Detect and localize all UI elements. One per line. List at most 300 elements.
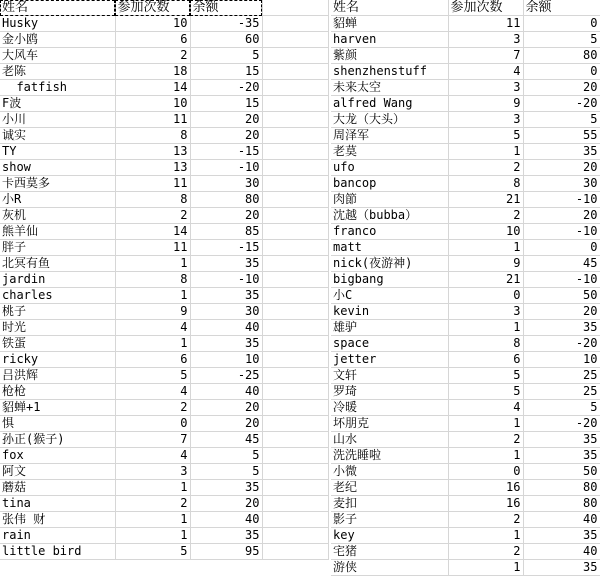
header-row <box>331 0 600 16</box>
balance-cell[interactable]: 35 <box>523 448 600 464</box>
name-cell[interactable]: 枪枪 <box>0 384 115 400</box>
count-cell[interactable]: 5 <box>448 384 523 400</box>
name-cell[interactable]: 阿文 <box>0 464 115 480</box>
name-cell[interactable]: 貂蝉+1 <box>0 400 115 416</box>
balance-cell[interactable]: 35 <box>523 560 600 576</box>
name-cell[interactable]: harven <box>331 32 448 48</box>
count-cell[interactable]: 9 <box>448 256 523 272</box>
balance-cell[interactable]: 10 <box>523 352 600 368</box>
empty-cell[interactable] <box>262 512 328 528</box>
table-row <box>0 400 328 416</box>
balance-cell[interactable]: 20 <box>190 496 262 512</box>
name-cell[interactable]: 冷暖 <box>331 400 448 416</box>
count-cell[interactable]: 0 <box>448 464 523 480</box>
name-cell[interactable]: 坏朋克 <box>331 416 448 432</box>
balance-cell[interactable]: -20 <box>523 96 600 112</box>
name-cell[interactable]: 大龙（大头） <box>331 112 448 128</box>
count-cell[interactable]: 1 <box>448 416 523 432</box>
name-cell[interactable]: Husky <box>0 16 115 32</box>
count-cell[interactable]: 10 <box>115 16 190 32</box>
table-row <box>0 32 328 48</box>
name-cell[interactable]: 孙正(猴子) <box>0 432 115 448</box>
right-member-table <box>331 0 600 576</box>
empty-cell[interactable] <box>262 288 328 304</box>
balance-cell[interactable]: 35 <box>190 336 262 352</box>
count-cell[interactable]: 2 <box>448 208 523 224</box>
balance-cell[interactable]: -10 <box>523 192 600 208</box>
name-cell[interactable]: bigbang <box>331 272 448 288</box>
count-cell[interactable]: 9 <box>115 304 190 320</box>
name-cell[interactable]: ufo <box>331 160 448 176</box>
name-cell[interactable]: 山水 <box>331 432 448 448</box>
empty-cell[interactable] <box>262 0 328 16</box>
balance-cell[interactable]: 50 <box>523 288 600 304</box>
balance-cell[interactable]: 35 <box>190 480 262 496</box>
table-row <box>0 80 328 96</box>
empty-cell[interactable] <box>262 336 328 352</box>
count-cell[interactable]: 1 <box>115 480 190 496</box>
table-row <box>0 352 328 368</box>
count-cell[interactable]: 1 <box>448 448 523 464</box>
balance-cell[interactable]: 40 <box>523 544 600 560</box>
table-row <box>0 320 328 336</box>
count-cell[interactable]: 3 <box>115 464 190 480</box>
balance-cell[interactable]: 85 <box>190 224 262 240</box>
name-cell[interactable]: 老纪 <box>331 480 448 496</box>
name-cell[interactable]: 张伟 财 <box>0 512 115 528</box>
name-cell[interactable]: bancop <box>331 176 448 192</box>
name-cell[interactable]: 卡西莫多 <box>0 176 115 192</box>
name-cell[interactable]: charles <box>0 288 115 304</box>
balance-cell[interactable]: 5 <box>523 400 600 416</box>
table-row <box>331 464 600 480</box>
empty-cell[interactable] <box>262 112 328 128</box>
table-row <box>0 512 328 528</box>
count-cell[interactable]: 16 <box>448 480 523 496</box>
table-row <box>331 16 600 32</box>
empty-cell[interactable] <box>262 368 328 384</box>
name-cell[interactable]: 小C <box>331 288 448 304</box>
count-cell[interactable]: 4 <box>448 64 523 80</box>
empty-cell[interactable] <box>262 64 328 80</box>
balance-cell[interactable]: 20 <box>190 112 262 128</box>
count-cell[interactable]: 3 <box>448 32 523 48</box>
balance-cell[interactable]: 35 <box>523 144 600 160</box>
empty-cell[interactable] <box>262 432 328 448</box>
balance-cell[interactable]: 80 <box>190 192 262 208</box>
name-cell[interactable]: 文轩 <box>331 368 448 384</box>
count-cell[interactable]: 2 <box>115 496 190 512</box>
balance-cell[interactable]: -10 <box>190 160 262 176</box>
count-cell[interactable]: 5 <box>115 368 190 384</box>
table-row <box>331 448 600 464</box>
table-row <box>0 384 328 400</box>
empty-cell[interactable] <box>262 192 328 208</box>
balance-cell[interactable]: -25 <box>190 368 262 384</box>
balance-cell[interactable]: 15 <box>190 96 262 112</box>
name-cell[interactable]: little bird <box>0 544 115 560</box>
name-cell[interactable]: 貂蝉 <box>331 16 448 32</box>
table-row <box>0 256 328 272</box>
table-row <box>331 288 600 304</box>
name-cell[interactable]: 小R <box>0 192 115 208</box>
count-cell[interactable]: 11 <box>115 112 190 128</box>
balance-cell[interactable]: 15 <box>190 64 262 80</box>
count-cell[interactable]: 10 <box>115 96 190 112</box>
empty-cell[interactable] <box>262 128 328 144</box>
balance-cell[interactable]: 35 <box>523 320 600 336</box>
balance-cell[interactable]: 30 <box>190 304 262 320</box>
name-cell[interactable]: 金小鸥 <box>0 32 115 48</box>
count-cell[interactable]: 2 <box>448 432 523 448</box>
count-cell[interactable]: 1 <box>448 560 523 576</box>
count-cell[interactable]: 2 <box>115 400 190 416</box>
balance-cell[interactable]: 30 <box>523 176 600 192</box>
balance-cell[interactable]: 60 <box>190 32 262 48</box>
balance-cell[interactable]: -15 <box>190 240 262 256</box>
empty-cell[interactable] <box>262 448 328 464</box>
count-cell[interactable]: 6 <box>115 352 190 368</box>
table-row <box>331 336 600 352</box>
empty-cell[interactable] <box>262 96 328 112</box>
count-cell[interactable]: 8 <box>448 176 523 192</box>
empty-cell[interactable] <box>262 352 328 368</box>
empty-cell[interactable] <box>262 16 328 32</box>
balance-cell[interactable]: 35 <box>190 288 262 304</box>
balance-cell[interactable]: 40 <box>190 384 262 400</box>
name-cell[interactable]: 时光 <box>0 320 115 336</box>
empty-cell[interactable] <box>262 48 328 64</box>
table-row <box>331 528 600 544</box>
count-cell[interactable]: 11 <box>115 240 190 256</box>
balance-cell[interactable]: -20 <box>190 80 262 96</box>
table-row <box>0 336 328 352</box>
table-row <box>0 416 328 432</box>
count-cell[interactable]: 13 <box>115 144 190 160</box>
count-cell[interactable]: 8 <box>115 272 190 288</box>
name-cell[interactable]: show <box>0 160 115 176</box>
balance-cell[interactable]: 80 <box>523 496 600 512</box>
balance-cell[interactable]: -35 <box>190 16 262 32</box>
name-cell[interactable]: jetter <box>331 352 448 368</box>
count-cell[interactable]: 21 <box>448 192 523 208</box>
count-cell[interactable]: 6 <box>115 32 190 48</box>
count-cell[interactable]: 1 <box>115 288 190 304</box>
name-cell[interactable]: 铁蛋 <box>0 336 115 352</box>
balance-cell[interactable]: 5 <box>523 32 600 48</box>
table-row <box>331 352 600 368</box>
count-cell[interactable]: 6 <box>448 352 523 368</box>
balance-cell[interactable]: 20 <box>523 80 600 96</box>
table-row <box>0 48 328 64</box>
empty-cell[interactable] <box>262 480 328 496</box>
empty-cell[interactable] <box>262 464 328 480</box>
count-cell[interactable]: 11 <box>115 176 190 192</box>
balance-cell[interactable]: 50 <box>523 464 600 480</box>
name-cell[interactable]: fatfish <box>0 80 115 96</box>
empty-cell[interactable] <box>262 384 328 400</box>
table-row <box>331 256 600 272</box>
table-row <box>331 192 600 208</box>
count-cell[interactable]: 2 <box>448 160 523 176</box>
table-row <box>0 160 328 176</box>
balance-cell[interactable]: 20 <box>190 128 262 144</box>
table-row <box>331 480 600 496</box>
table-row <box>0 448 328 464</box>
empty-cell[interactable] <box>262 272 328 288</box>
empty-cell[interactable] <box>262 224 328 240</box>
count-cell[interactable]: 7 <box>115 432 190 448</box>
empty-cell[interactable] <box>262 256 328 272</box>
table-row <box>331 128 600 144</box>
balance-cell[interactable]: 20 <box>523 208 600 224</box>
name-cell[interactable]: jardin <box>0 272 115 288</box>
count-cell[interactable]: 14 <box>115 224 190 240</box>
balance-cell[interactable]: 45 <box>190 432 262 448</box>
table-row <box>331 304 600 320</box>
name-cell[interactable]: shenzhenstuff <box>331 64 448 80</box>
count-cell[interactable]: 4 <box>448 400 523 416</box>
balance-cell[interactable]: 20 <box>190 208 262 224</box>
balance-cell[interactable]: 80 <box>523 48 600 64</box>
header-balance[interactable]: 余额 <box>523 0 600 16</box>
balance-cell[interactable]: 25 <box>523 384 600 400</box>
empty-cell[interactable] <box>262 176 328 192</box>
table-row <box>0 16 328 32</box>
name-cell[interactable]: 周泽军 <box>331 128 448 144</box>
count-cell[interactable]: 4 <box>115 448 190 464</box>
name-cell[interactable]: 宅猪 <box>331 544 448 560</box>
balance-cell[interactable]: 5 <box>523 112 600 128</box>
name-cell[interactable]: 紫颜 <box>331 48 448 64</box>
count-cell[interactable]: 0 <box>115 416 190 432</box>
table-row <box>331 560 600 576</box>
balance-cell[interactable]: 5 <box>190 448 262 464</box>
count-cell[interactable]: 9 <box>448 96 523 112</box>
name-cell[interactable]: 熊羊仙 <box>0 224 115 240</box>
balance-cell[interactable]: -20 <box>523 336 600 352</box>
name-cell[interactable]: 影子 <box>331 512 448 528</box>
count-cell[interactable]: 3 <box>448 112 523 128</box>
name-cell[interactable]: alfred Wang <box>331 96 448 112</box>
balance-cell[interactable]: 35 <box>190 256 262 272</box>
table-row <box>0 368 328 384</box>
name-cell[interactable]: 麦扣 <box>331 496 448 512</box>
name-cell[interactable]: space <box>331 336 448 352</box>
count-cell[interactable]: 13 <box>115 160 190 176</box>
balance-cell[interactable]: 40 <box>190 320 262 336</box>
empty-cell[interactable] <box>262 80 328 96</box>
table-row <box>331 400 600 416</box>
count-cell[interactable]: 1 <box>115 528 190 544</box>
count-cell[interactable]: 1 <box>448 320 523 336</box>
name-cell[interactable]: tina <box>0 496 115 512</box>
table-row <box>331 432 600 448</box>
name-cell[interactable]: 雄驴 <box>331 320 448 336</box>
table-row <box>331 544 600 560</box>
balance-cell[interactable]: 95 <box>190 544 262 560</box>
name-cell[interactable]: 吕洪辉 <box>0 368 115 384</box>
count-cell[interactable]: 3 <box>448 80 523 96</box>
table-row <box>0 496 328 512</box>
name-cell[interactable]: ricky <box>0 352 115 368</box>
table-row <box>331 384 600 400</box>
empty-cell[interactable] <box>262 496 328 512</box>
name-cell[interactable]: 北冥有鱼 <box>0 256 115 272</box>
name-cell[interactable]: 桃子 <box>0 304 115 320</box>
balance-cell[interactable]: -20 <box>523 416 600 432</box>
table-row <box>0 208 328 224</box>
empty-cell[interactable] <box>262 208 328 224</box>
balance-cell[interactable]: 20 <box>523 160 600 176</box>
name-cell[interactable]: fox <box>0 448 115 464</box>
header-count[interactable]: 参加次数 <box>448 0 523 16</box>
name-cell[interactable]: key <box>331 528 448 544</box>
header-count[interactable]: 参加次数 <box>115 0 190 16</box>
count-cell[interactable]: 1 <box>115 256 190 272</box>
balance-cell[interactable]: -15 <box>190 144 262 160</box>
table-row <box>331 512 600 528</box>
count-cell[interactable]: 4 <box>115 320 190 336</box>
empty-cell[interactable] <box>262 32 328 48</box>
name-cell[interactable]: 肉節 <box>331 192 448 208</box>
table-row <box>0 144 328 160</box>
balance-cell[interactable]: 35 <box>523 528 600 544</box>
name-cell[interactable]: 洗洗睡啦 <box>331 448 448 464</box>
balance-cell[interactable]: 20 <box>523 304 600 320</box>
name-cell[interactable]: TY <box>0 144 115 160</box>
count-cell[interactable]: 2 <box>448 544 523 560</box>
count-cell[interactable]: 8 <box>448 336 523 352</box>
name-cell[interactable]: 老陈 <box>0 64 115 80</box>
balance-cell[interactable]: -10 <box>523 272 600 288</box>
name-cell[interactable]: 未来太空 <box>331 80 448 96</box>
name-cell[interactable]: 诚实 <box>0 128 115 144</box>
count-cell[interactable]: 1 <box>115 336 190 352</box>
count-cell[interactable]: 4 <box>115 384 190 400</box>
name-cell[interactable]: nick(夜游神) <box>331 256 448 272</box>
table-row <box>0 192 328 208</box>
count-cell[interactable]: 5 <box>115 544 190 560</box>
count-cell[interactable]: 10 <box>448 224 523 240</box>
table-row <box>0 304 328 320</box>
balance-cell[interactable]: 35 <box>523 432 600 448</box>
count-cell[interactable]: 2 <box>115 208 190 224</box>
balance-cell[interactable]: 10 <box>190 352 262 368</box>
name-cell[interactable]: 游侠 <box>331 560 448 576</box>
count-cell[interactable]: 14 <box>115 80 190 96</box>
header-name[interactable]: 姓名 <box>0 0 115 16</box>
table-row <box>0 480 328 496</box>
empty-cell[interactable] <box>262 160 328 176</box>
balance-cell[interactable]: 25 <box>523 368 600 384</box>
name-cell[interactable]: 小微 <box>331 464 448 480</box>
count-cell[interactable]: 1 <box>448 240 523 256</box>
name-cell[interactable]: 老莫 <box>331 144 448 160</box>
table-row <box>331 224 600 240</box>
balance-cell[interactable]: 0 <box>523 16 600 32</box>
name-cell[interactable]: 灰机 <box>0 208 115 224</box>
count-cell[interactable]: 1 <box>448 144 523 160</box>
name-cell[interactable]: 大风车 <box>0 48 115 64</box>
balance-cell[interactable]: 0 <box>523 64 600 80</box>
balance-cell[interactable]: 30 <box>190 176 262 192</box>
empty-cell[interactable] <box>262 416 328 432</box>
count-cell[interactable]: 1 <box>448 528 523 544</box>
count-cell[interactable]: 7 <box>448 48 523 64</box>
balance-cell[interactable]: 40 <box>190 512 262 528</box>
balance-cell[interactable]: 40 <box>523 512 600 528</box>
empty-cell[interactable] <box>262 544 328 560</box>
count-cell[interactable]: 11 <box>448 16 523 32</box>
empty-cell[interactable] <box>262 304 328 320</box>
table-row <box>0 464 328 480</box>
balance-cell[interactable]: -10 <box>523 224 600 240</box>
balance-cell[interactable]: 35 <box>190 528 262 544</box>
table-row <box>0 128 328 144</box>
empty-cell[interactable] <box>262 400 328 416</box>
name-cell[interactable]: kevin <box>331 304 448 320</box>
count-cell[interactable]: 3 <box>448 304 523 320</box>
balance-cell[interactable]: 45 <box>523 256 600 272</box>
name-cell[interactable]: 惧 <box>0 416 115 432</box>
name-cell[interactable]: 沈越（bubba） <box>331 208 448 224</box>
table-row <box>0 112 328 128</box>
name-cell[interactable]: rain <box>0 528 115 544</box>
name-cell[interactable]: 小川 <box>0 112 115 128</box>
name-cell[interactable]: 罗琦 <box>331 384 448 400</box>
name-cell[interactable]: 蘑菇 <box>0 480 115 496</box>
balance-cell[interactable]: 5 <box>190 48 262 64</box>
balance-cell[interactable]: 20 <box>190 416 262 432</box>
balance-cell[interactable]: 0 <box>523 240 600 256</box>
table-row <box>331 240 600 256</box>
count-cell[interactable]: 0 <box>448 288 523 304</box>
table-row <box>0 64 328 80</box>
table-row <box>331 368 600 384</box>
count-cell[interactable]: 5 <box>448 368 523 384</box>
table-row <box>331 32 600 48</box>
count-cell[interactable]: 2 <box>115 48 190 64</box>
balance-cell[interactable]: 55 <box>523 128 600 144</box>
balance-cell[interactable]: 80 <box>523 480 600 496</box>
table-row <box>331 64 600 80</box>
count-cell[interactable]: 21 <box>448 272 523 288</box>
name-cell[interactable]: 胖子 <box>0 240 115 256</box>
name-cell[interactable]: franco <box>331 224 448 240</box>
empty-cell[interactable] <box>262 144 328 160</box>
count-cell[interactable]: 8 <box>115 128 190 144</box>
balance-cell[interactable]: -10 <box>190 272 262 288</box>
count-cell[interactable]: 2 <box>448 512 523 528</box>
balance-cell[interactable]: 20 <box>190 400 262 416</box>
count-cell[interactable]: 8 <box>115 192 190 208</box>
name-cell[interactable]: matt <box>331 240 448 256</box>
table-row <box>0 96 328 112</box>
balance-cell[interactable]: 5 <box>190 464 262 480</box>
empty-cell[interactable] <box>262 320 328 336</box>
name-cell[interactable]: F波 <box>0 96 115 112</box>
table-row <box>0 432 328 448</box>
count-cell[interactable]: 16 <box>448 496 523 512</box>
count-cell[interactable]: 5 <box>448 128 523 144</box>
empty-cell[interactable] <box>262 240 328 256</box>
count-cell[interactable]: 1 <box>115 512 190 528</box>
count-cell[interactable]: 18 <box>115 64 190 80</box>
header-balance[interactable]: 余额 <box>190 0 262 16</box>
header-name[interactable]: 姓名 <box>331 0 448 16</box>
empty-cell[interactable] <box>262 528 328 544</box>
